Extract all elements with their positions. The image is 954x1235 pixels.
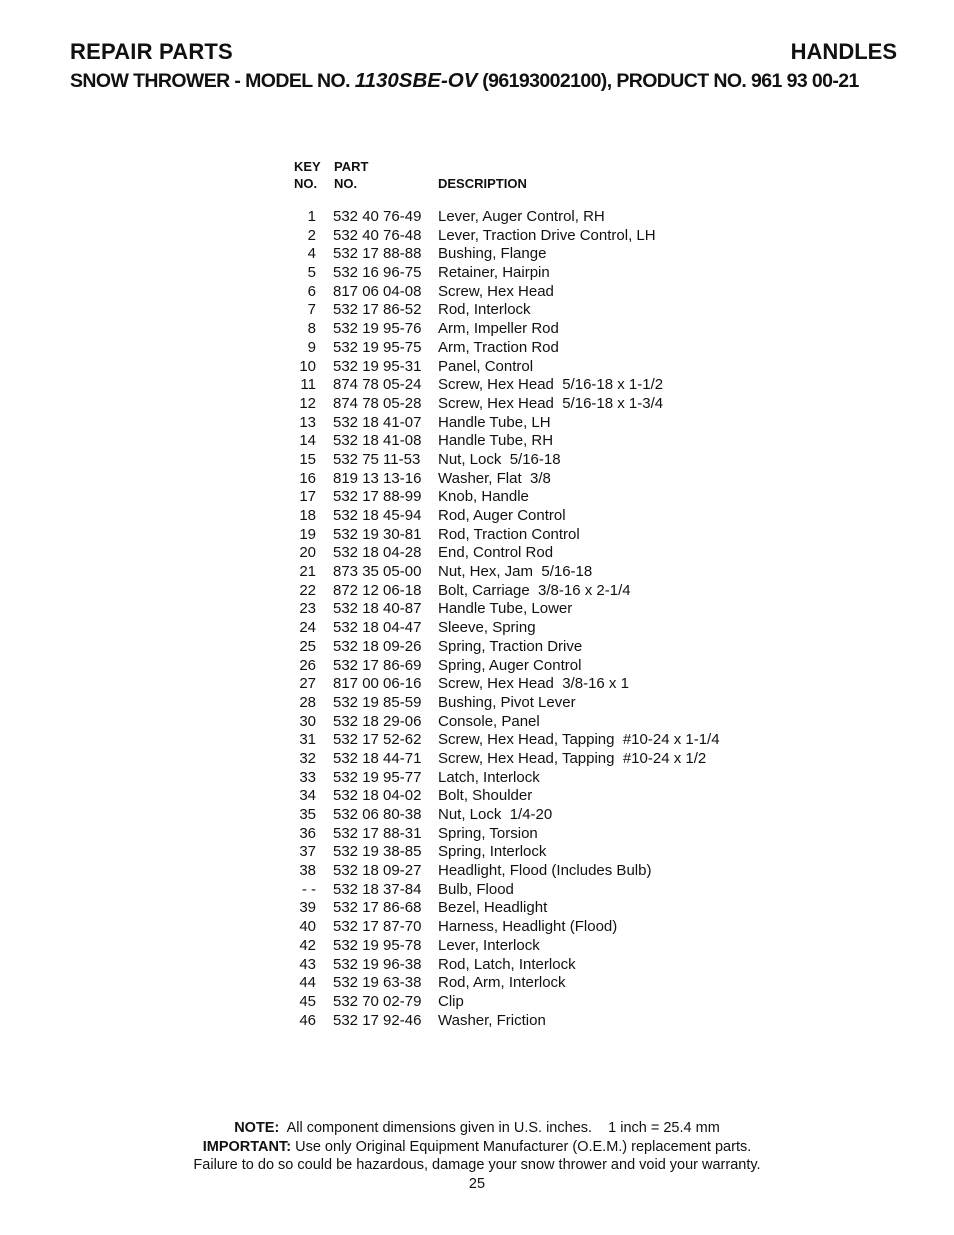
important-label: IMPORTANT:: [202, 1138, 292, 1155]
description-cell: Bolt, Shoulder: [438, 787, 533, 805]
description-cell: Screw, Hex Head 5/16-18 x 1-3/4: [438, 394, 664, 412]
part-number-cell: 532 19 95-75: [333, 338, 422, 356]
key-cell: 34: [299, 787, 316, 805]
table-row: [290, 956, 770, 975]
key-cell: 31: [299, 731, 316, 749]
part-number-cell: 532 19 95-31: [333, 357, 422, 375]
part-number-cell: 874 78 05-28: [333, 394, 422, 412]
description-column-header: DESCRIPTION: [438, 176, 527, 191]
key-cell: 32: [299, 749, 316, 767]
table-row: [290, 731, 770, 750]
description-cell: Screw, Hex Head 5/16-18 x 1-1/2: [438, 376, 664, 394]
page-number: 25: [468, 1175, 486, 1192]
key-cell: 27: [299, 675, 316, 693]
part-number-cell: 532 17 86-68: [333, 899, 422, 917]
key-cell: 35: [299, 806, 316, 823]
table-row: [290, 451, 770, 470]
table-row: [290, 600, 770, 619]
part-number-cell: 532 18 09-27: [333, 862, 422, 880]
important-line: [0, 1138, 954, 1157]
table-row: [290, 843, 770, 862]
description-cell: Knob, Handle: [438, 488, 529, 506]
description-cell: Arm, Impeller Rod: [438, 320, 559, 338]
table-row: [290, 937, 770, 956]
table-row: [290, 208, 770, 227]
part-number-cell: 532 17 86-69: [333, 656, 422, 674]
table-row: [290, 582, 770, 601]
table-row: [290, 283, 770, 302]
key-cell: 21: [299, 563, 316, 581]
description-cell: Lever, Traction Drive Control, LH: [438, 226, 656, 244]
description-cell: Nut, Lock 5/16-18: [438, 450, 561, 468]
part-number-cell: 532 19 96-38: [333, 955, 422, 973]
description-cell: Rod, Traction Control: [438, 525, 580, 543]
key-cell: 7: [307, 301, 316, 319]
part-number-cell: 873 35 05-00: [333, 563, 422, 581]
part-number-cell: 532 17 86-52: [333, 301, 422, 319]
key-cell: 1: [307, 208, 316, 225]
table-row: [290, 750, 770, 769]
description-cell: Nut, Lock 1/4-20: [438, 806, 553, 823]
description-cell: Clip: [438, 992, 464, 1010]
key-cell: 19: [299, 525, 316, 543]
table-row: [290, 769, 770, 788]
subtitle-prefix: SNOW THROWER - MODEL NO.: [70, 70, 355, 92]
model-number: 1130SBE-OV: [354, 69, 478, 92]
key-cell: - -: [301, 880, 316, 898]
table-row: [290, 376, 770, 395]
key-cell: 17: [299, 488, 316, 506]
key-cell: 20: [299, 544, 316, 562]
description-cell: Handle Tube, RH: [438, 432, 554, 450]
key-cell: 6: [307, 282, 316, 300]
part-number-cell: 532 18 41-07: [333, 413, 422, 431]
model-subtitle: [70, 69, 859, 93]
table-row: [290, 339, 770, 358]
key-cell: 26: [299, 656, 316, 674]
key-cell: 12: [299, 394, 316, 412]
warning-line: Failure to do so could be hazardous, damage your snow thrower and void your warranty.: [193, 1157, 761, 1174]
part-number-cell: 532 40 76-48: [333, 226, 422, 244]
part-number-cell: 532 19 85-59: [333, 693, 422, 711]
key-cell: 25: [299, 637, 316, 655]
note-line: [0, 1119, 954, 1138]
table-row: [290, 993, 770, 1012]
table-row: [290, 544, 770, 563]
part-number-cell: 532 18 04-02: [333, 787, 422, 805]
key-cell: 43: [299, 955, 316, 973]
table-row: [290, 507, 770, 526]
description-cell: Panel, Control: [438, 357, 534, 375]
note-text: All component dimensions given in U.S. inches. 1 inch = 25.4 mm: [279, 1120, 720, 1136]
description-cell: Bulb, Flood: [438, 880, 514, 898]
part-number-cell: 532 17 88-31: [333, 824, 422, 842]
description-cell: Arm, Traction Rod: [438, 338, 559, 356]
table-row: [290, 918, 770, 937]
key-cell: 28: [299, 693, 316, 711]
subtitle-suffix: (96193002100), PRODUCT NO. 961 93 00-21: [477, 70, 859, 92]
table-row: [290, 862, 770, 881]
section-title: REPAIR PARTS: [70, 39, 233, 64]
description-cell: Spring, Torsion: [438, 824, 538, 842]
part-number-cell: 532 16 96-75: [333, 264, 422, 282]
key-header-line1: KEY: [294, 159, 321, 174]
key-cell: 22: [299, 581, 316, 599]
key-cell: 5: [307, 264, 316, 282]
part-header-line1: PART: [334, 159, 369, 174]
table-row: [290, 264, 770, 283]
key-cell: 36: [299, 824, 316, 842]
description-cell: Headlight, Flood (Includes Bulb): [438, 862, 652, 880]
key-cell: 13: [299, 413, 316, 431]
table-row: [290, 787, 770, 806]
part-number-cell: 532 19 30-81: [333, 525, 422, 543]
part-number-cell: 532 18 44-71: [333, 749, 422, 767]
important-text: Use only Original Equipment Manufacturer (O.E.M.) replacement parts.: [291, 1138, 752, 1155]
key-cell: 4: [307, 245, 316, 263]
description-cell: Spring, Auger Control: [438, 656, 582, 674]
part-number-cell: 532 19 95-77: [333, 768, 422, 786]
table-row: [290, 806, 770, 825]
description-cell: Bezel, Headlight: [438, 899, 548, 917]
key-cell: 18: [299, 507, 316, 524]
description-cell: Lever, Interlock: [438, 936, 540, 954]
part-number-cell: 532 18 09-26: [333, 637, 422, 655]
key-cell: 46: [299, 1011, 316, 1029]
description-cell: End, Control Rod: [438, 544, 554, 562]
description-cell: Bushing, Pivot Lever: [438, 693, 576, 711]
table-row: [290, 694, 770, 713]
description-cell: Rod, Arm, Interlock: [438, 974, 566, 992]
group-title: HANDLES: [790, 39, 897, 64]
table-row: [290, 395, 770, 414]
part-number-cell: 532 75 11-53: [333, 450, 421, 468]
table-row: [290, 675, 770, 694]
key-cell: 10: [299, 357, 316, 375]
table-row: [290, 227, 770, 246]
part-number-cell: 872 12 06-18: [333, 581, 422, 599]
part-number-cell: 532 19 95-78: [333, 936, 422, 954]
key-cell: 2: [307, 226, 316, 244]
table-row: [290, 488, 770, 507]
description-cell: Console, Panel: [438, 712, 540, 730]
part-number-cell: 532 18 04-28: [333, 544, 422, 562]
key-column-header: [294, 158, 334, 192]
table-row: [290, 657, 770, 676]
key-cell: 30: [299, 712, 316, 730]
key-cell: 9: [307, 338, 316, 356]
part-column-header: [334, 158, 434, 192]
part-number-cell: 532 19 95-76: [333, 320, 422, 338]
key-header-line2: NO.: [294, 176, 318, 191]
part-number-cell: 532 17 88-88: [333, 245, 422, 263]
part-number-cell: 532 18 41-08: [333, 432, 422, 450]
description-cell: Washer, Friction: [438, 1011, 546, 1029]
key-cell: 40: [299, 918, 316, 936]
part-number-cell: 532 18 40-87: [333, 600, 422, 618]
part-number-cell: 532 17 87-70: [333, 918, 422, 936]
part-number-cell: 532 17 92-46: [333, 1011, 422, 1029]
part-number-cell: 532 06 80-38: [333, 806, 422, 823]
description-cell: Retainer, Hairpin: [438, 264, 550, 282]
key-cell: 15: [299, 450, 316, 468]
part-number-cell: 532 18 04-47: [333, 619, 422, 637]
part-number-cell: 532 17 88-99: [333, 488, 422, 506]
part-number-cell: 532 18 45-94: [333, 507, 422, 524]
description-cell: Bolt, Carriage 3/8-16 x 2-1/4: [438, 581, 631, 599]
key-cell: 8: [307, 320, 316, 338]
description-cell: Spring, Traction Drive: [438, 637, 583, 655]
description-cell: Spring, Interlock: [438, 843, 547, 861]
key-cell: 38: [299, 862, 316, 880]
table-row: [290, 619, 770, 638]
table-row: [290, 825, 770, 844]
description-cell: Sleeve, Spring: [438, 619, 536, 637]
description-cell: Screw, Hex Head: [438, 282, 554, 300]
description-cell: Bushing, Flange: [438, 245, 547, 263]
key-cell: 11: [300, 376, 316, 394]
description-cell: Washer, Flat 3/8: [438, 469, 551, 487]
part-header-line2: NO.: [334, 176, 358, 191]
table-row: [290, 358, 770, 377]
part-number-cell: 874 78 05-24: [333, 376, 422, 394]
table-row: [290, 974, 770, 993]
key-cell: 23: [299, 600, 316, 618]
table-row: [290, 563, 770, 582]
part-number-cell: 532 17 52-62: [333, 731, 422, 749]
description-cell: Lever, Auger Control, RH: [438, 208, 605, 225]
table-row: [290, 320, 770, 339]
key-cell: 39: [299, 899, 316, 917]
part-number-cell: 819 13 13-16: [333, 469, 422, 487]
table-row: [290, 881, 770, 900]
description-cell: Screw, Hex Head 3/8-16 x 1: [438, 675, 629, 693]
part-number-cell: 532 18 37-84: [333, 880, 422, 898]
part-number-cell: 532 18 29-06: [333, 712, 422, 730]
part-number-cell: 817 06 04-08: [333, 282, 422, 300]
table-row: [290, 638, 770, 657]
parts-list: [290, 208, 770, 1030]
key-cell: 16: [299, 469, 316, 487]
description-cell: Rod, Auger Control: [438, 507, 566, 524]
table-row: [290, 526, 770, 545]
description-cell: Handle Tube, LH: [438, 413, 551, 431]
table-row: [290, 432, 770, 451]
description-cell: Rod, Latch, Interlock: [438, 955, 576, 973]
description-cell: Nut, Hex, Jam 5/16-18: [438, 563, 593, 581]
table-row: [290, 1012, 770, 1031]
part-number-cell: 532 19 38-85: [333, 843, 422, 861]
key-cell: 44: [299, 974, 316, 992]
key-cell: 42: [299, 936, 316, 954]
part-number-cell: 532 40 76-49: [333, 208, 422, 225]
part-number-cell: 817 00 06-16: [333, 675, 422, 693]
description-cell: Harness, Headlight (Flood): [438, 918, 618, 936]
key-cell: 33: [299, 768, 316, 786]
table-row: [290, 713, 770, 732]
description-cell: Rod, Interlock: [438, 301, 531, 319]
description-cell: Screw, Hex Head, Tapping #10-24 x 1/2: [438, 749, 707, 767]
key-cell: 24: [299, 619, 316, 637]
part-number-cell: 532 70 02-79: [333, 992, 422, 1010]
table-row: [290, 414, 770, 433]
description-cell: Handle Tube, Lower: [438, 600, 573, 618]
description-cell: Latch, Interlock: [438, 768, 540, 786]
table-row: [290, 301, 770, 320]
note-label: NOTE:: [234, 1120, 280, 1136]
description-cell: Screw, Hex Head, Tapping #10-24 x 1-1/4: [438, 731, 720, 749]
footer: [0, 1119, 954, 1193]
part-number-cell: 532 19 63-38: [333, 974, 422, 992]
key-cell: 45: [299, 992, 316, 1010]
table-row: [290, 899, 770, 918]
table-row: [290, 470, 770, 489]
key-cell: 37: [299, 843, 316, 861]
key-cell: 14: [299, 432, 316, 450]
table-row: [290, 245, 770, 264]
